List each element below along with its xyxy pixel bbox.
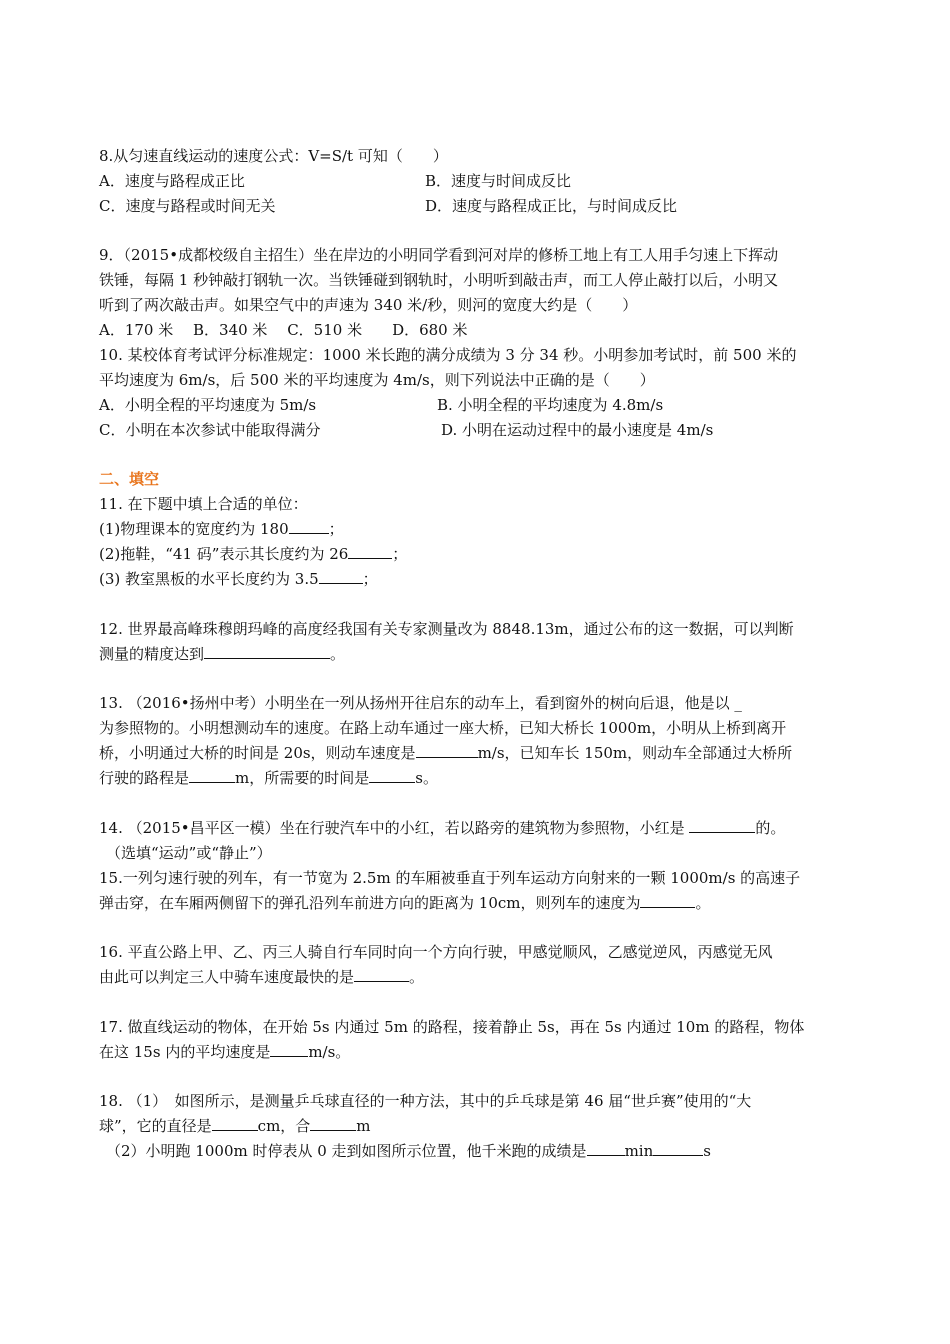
q11-sub3: (3) 教室黑板的水平长度约为 3.5 ； bbox=[99, 570, 378, 588]
q11-sub2: (2)拖鞋，“41 码”表示其长度约为 26 ； bbox=[99, 545, 408, 563]
answer-blank[interactable] bbox=[289, 519, 329, 534]
q18-line3: （2）小明跑 1000m 时停表从 0 走到如图所示位置，他千米跑的成绩是 min s bbox=[106, 1142, 711, 1160]
answer-blank[interactable] bbox=[354, 967, 409, 982]
q12-line2: 测量的精度达到 。 bbox=[99, 645, 346, 663]
q18-line1: 18. （1） 如图所示，是测量乒乓球直径的一种方法，其中的乒乓球是第 46 届“世乒赛”使用的“大 bbox=[99, 1092, 752, 1110]
answer-blank[interactable] bbox=[689, 818, 755, 833]
q10-line1: 10. 某校体育考试评分标准规定：1000 米长跑的满分成绩为 3 分 34 秒。小明参加考试时，前 500 米的 bbox=[99, 346, 797, 364]
q13-line1: 13. （2016•扬州中考）小明坐在一列从扬州开往启东的动车上，看到窗外的树向后退，他是以 _ bbox=[99, 694, 742, 712]
q15-line1: 15.一列匀速行驶的列车，有一节宽为 2.5m 的车厢被垂直于列车运动方向射来的一颗 1000m/s 的高速子 bbox=[99, 869, 801, 887]
answer-blank[interactable] bbox=[653, 1141, 703, 1156]
q10-option-c: C．小明在本次参试中能取得满分 bbox=[99, 421, 321, 439]
answer-blank[interactable] bbox=[212, 1116, 258, 1131]
q8-option-c: C．速度与路程或时间无关 bbox=[99, 197, 276, 215]
section-heading: 二、填空 bbox=[99, 470, 160, 488]
q9-line3: 听到了两次敲击声。如果空气中的声速为 340 米/秒，则河的宽度大约是（ ） bbox=[99, 296, 638, 314]
answer-blank[interactable] bbox=[319, 569, 363, 584]
q13-line3: 桥，小明通过大桥的时间是 20s，则动车速度是 m/s，已知车长 150m，则动车全部通过大桥所 bbox=[99, 744, 793, 762]
q18-line2: 球”，它的直径是 cm，合 m bbox=[99, 1117, 371, 1135]
q14-line1: 14. （2015•昌平区一模）坐在行驶汽车中的小红，若以路旁的建筑物为参照物，小红是 的。 bbox=[99, 819, 786, 837]
q14-line2: （选填“运动”或“静止”） bbox=[106, 844, 272, 862]
answer-blank[interactable] bbox=[416, 743, 478, 758]
q17-line2: 在这 15s 内的平均速度是 m/s。 bbox=[99, 1043, 351, 1061]
q10-option-a: A．小明全程的平均速度为 5m/s bbox=[99, 396, 317, 414]
q9-line2: 铁锤，每隔 1 秒钟敲打钢轨一次。当铁锤碰到钢轨时，小明听到敲击声，而工人停止敲打以后，小明又 bbox=[99, 271, 779, 289]
answer-blank[interactable] bbox=[640, 893, 695, 908]
q8-stem: 8.从匀速直线运动的速度公式：V=S/t 可知（ ） bbox=[99, 147, 448, 165]
answer-blank[interactable] bbox=[270, 1042, 308, 1057]
q12-line1: 12. 世界最高峰珠穆朗玛峰的高度经我国有关专家测量改为 8848.13m，通过公布的这一数据，可以判断 bbox=[99, 620, 794, 638]
q15-line2: 弹击穿，在车厢两侧留下的弹孔沿列车前进方向的距离为 10cm，则列车的速度为 。 bbox=[99, 894, 711, 912]
q11-stem: 11. 在下题中填上合适的单位： bbox=[99, 495, 308, 513]
answer-blank[interactable] bbox=[587, 1141, 625, 1156]
q13-line4: 行驶的路程是 m，所需要的时间是 s。 bbox=[99, 769, 438, 787]
q11-sub1: (1)物理课本的宽度约为 180 ； bbox=[99, 520, 344, 538]
q17-line1: 17. 做直线运动的物体，在开始 5s 内通过 5m 的路程，接着静止 5s，再在 5s 内通过 10m 的路程，物体 bbox=[99, 1018, 805, 1036]
q16-line1: 16. 平直公路上甲、乙、丙三人骑自行车同时向一个方向行驶，甲感觉顺风，乙感觉逆风，丙感觉无风 bbox=[99, 943, 773, 961]
q13-line2: 为参照物的。小明想测动车的速度。在路上动车通过一座大桥，已知大桥长 1000m，小明从上桥到离开 bbox=[99, 719, 787, 737]
q10-option-d: D. 小明在运动过程中的最小速度是 4m/s bbox=[441, 421, 714, 439]
q9-options: A．170 米 B．340 米 C．510 米 D．680 米 bbox=[99, 321, 468, 339]
q10-option-b: B. 小明全程的平均速度为 4.8m/s bbox=[437, 396, 664, 414]
q8-option-d: D．速度与路程成正比，与时间成反比 bbox=[425, 197, 678, 215]
answer-blank[interactable] bbox=[369, 768, 415, 783]
answer-blank[interactable] bbox=[310, 1116, 356, 1131]
q16-line2: 由此可以判定三人中骑车速度最快的是 。 bbox=[99, 968, 425, 986]
answer-blank[interactable] bbox=[189, 768, 235, 783]
answer-blank[interactable] bbox=[204, 644, 330, 659]
q9-line1: 9．（2015•成都校级自主招生）坐在岸边的小明同学看到河对岸的修桥工地上有工人用手匀速上下挥动 bbox=[99, 246, 779, 264]
q10-line2: 平均速度为 6m/s，后 500 米的平均速度为 4m/s，则下列说法中正确的是（ ） bbox=[99, 371, 655, 389]
q8-option-a: A．速度与路程成正比 bbox=[99, 172, 245, 190]
answer-blank[interactable] bbox=[348, 544, 392, 559]
q8-option-b: B．速度与时间成反比 bbox=[425, 172, 572, 190]
